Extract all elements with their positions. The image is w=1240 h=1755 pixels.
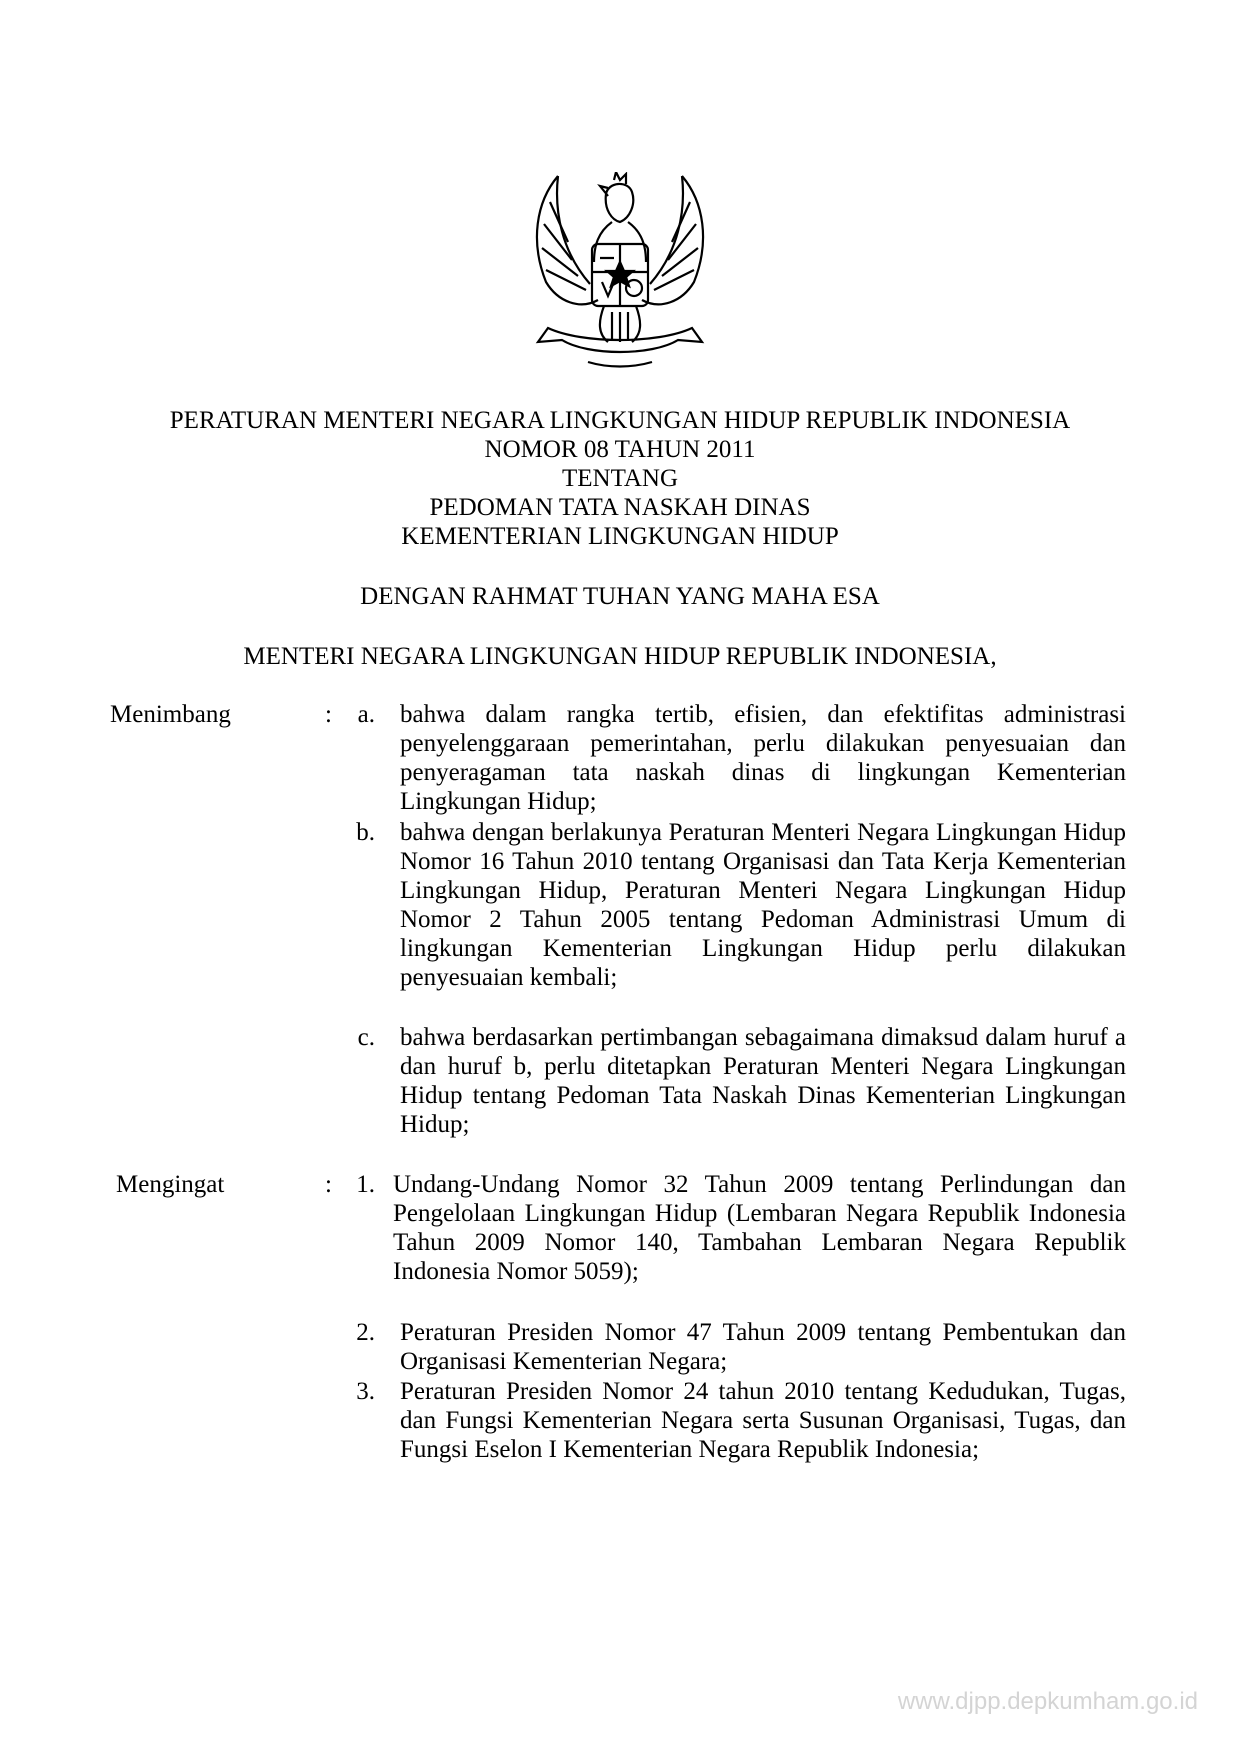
menimbang-colon: : <box>325 701 332 728</box>
menimbang-label: Menimbang <box>110 701 231 728</box>
menimbang-item-c: bahwa berdasarkan pertimbangan sebagaimana dimaksud dalam huruf a dan huruf b, perlu ditetapkan Peraturan Menteri Negara Lingkungan Hidup tentang Pedoman Tata Naskah Dinas Kementerian Lingkungan Hidup; <box>400 1024 1126 1138</box>
header-number: NOMOR 08 TAHUN 2011 <box>484 436 756 463</box>
mengingat-mark-1: 1. <box>356 1171 375 1198</box>
mengingat-item-2: Peraturan Presiden Nomor 47 Tahun 2009 tentang Pembentukan dan Organisasi Kementerian Negara; <box>400 1319 1126 1375</box>
watermark: www.djpp.depkumham.go.id <box>897 1688 1198 1715</box>
header-tentang: TENTANG <box>561 465 679 492</box>
menimbang-item-a: bahwa dalam rangka tertib, efisien, dan efektifitas administrasi penyelenggaraan pemerintahan, perlu dilakukan penyesuaian dan penyeragaman tata naskah dinas di lingkungan Kementerian Lingkungan Hidup; <box>400 701 1126 815</box>
header-title: PERATURAN MENTERI NEGARA LINGKUNGAN HIDUP REPUBLIK INDONESIA <box>169 407 1071 434</box>
header-institution: KEMENTERIAN LINGKUNGAN HIDUP <box>401 523 839 550</box>
mengingat-mark-3: 3. <box>356 1378 375 1405</box>
garuda-emblem-icon <box>528 172 712 374</box>
mengingat-item-3: Peraturan Presiden Nomor 24 tahun 2010 tentang Kedudukan, Tugas, dan Fungsi Kementerian Negara serta Susunan Organisasi, Tugas, dan Fungsi Eselon I Kementerian Negara Republik Indonesia; <box>400 1378 1126 1463</box>
mengingat-item-1: Undang-Undang Nomor 32 Tahun 2009 tentang Perlindungan dan Pengelolaan Lingkungan Hidup (Lembaran Negara Republik Indonesia Tahun 2009 Nomor 140, Tambahan Lembaran Negara Republik Indonesia Nomor 5059); <box>393 1171 1126 1285</box>
mengingat-colon: : <box>325 1171 332 1198</box>
preamble-rahmat: DENGAN RAHMAT TUHAN YANG MAHA ESA <box>360 583 880 610</box>
document-header <box>0 406 1240 551</box>
preamble-menteri: MENTERI NEGARA LINGKUNGAN HIDUP REPUBLIK INDONESIA, <box>243 643 997 670</box>
header-subject: PEDOMAN TATA NASKAH DINAS <box>429 494 811 521</box>
menimbang-mark-b: b. <box>356 819 375 846</box>
menimbang-mark-a: a. <box>357 701 375 728</box>
menimbang-item-b: bahwa dengan berlakunya Peraturan Menteri Negara Lingkungan Hidup Nomor 16 Tahun 2010 tentang Organisasi dan Tata Kerja Kementerian Lingkungan Hidup, Peraturan Menteri Negara Lingkungan Hidup Nomor 2 Tahun 2005 tentang Pedoman Administrasi Umum di lingkungan Kementerian Lingkungan Hidup perlu dilakukan penyesuaian kembali; <box>400 819 1126 991</box>
mengingat-mark-2: 2. <box>356 1319 375 1346</box>
menimbang-mark-c: c. <box>357 1024 375 1051</box>
mengingat-label: Mengingat <box>116 1171 225 1198</box>
